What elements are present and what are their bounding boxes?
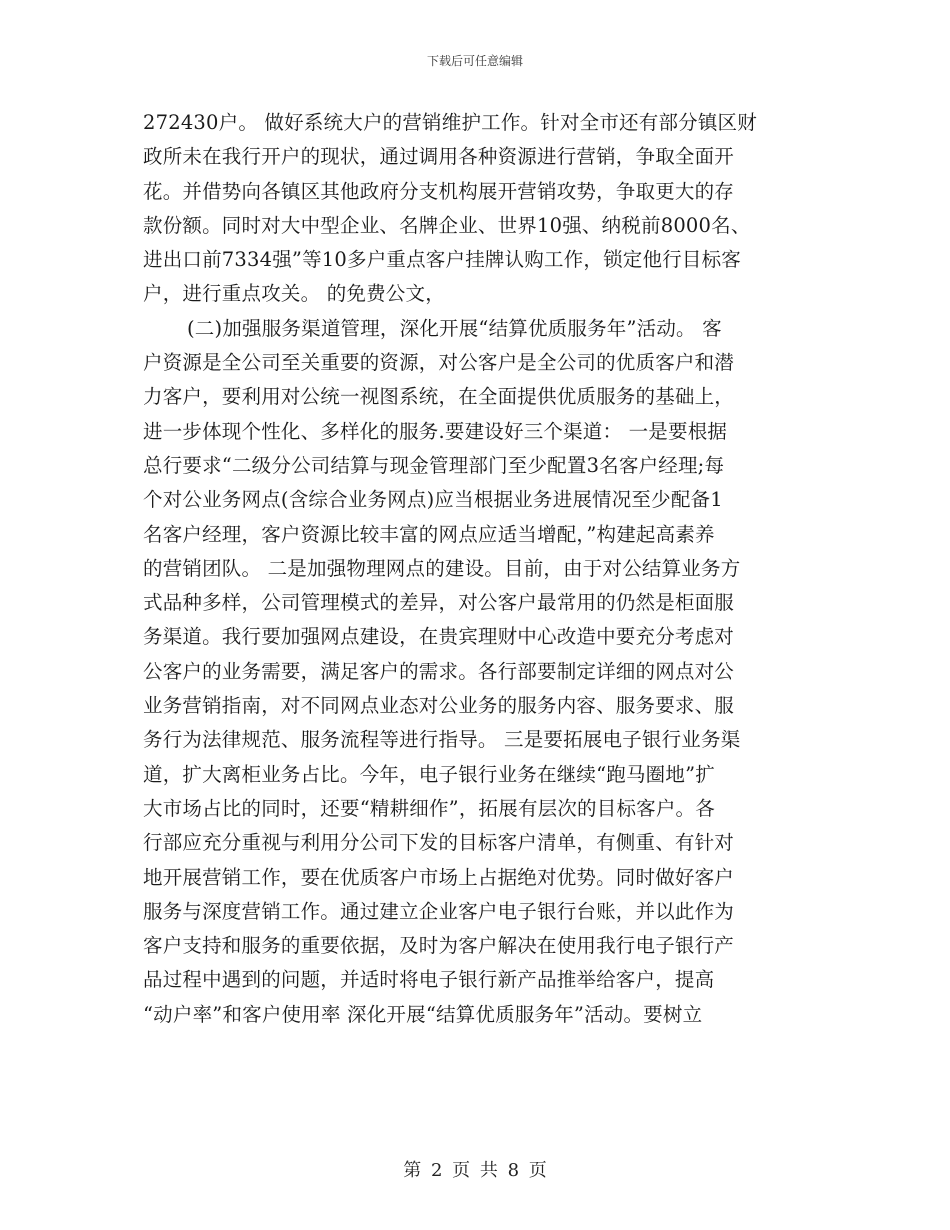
body-line: 地开展营销工作，要在优质客户市场上占据绝对优势。同时做好客户 (143, 865, 735, 889)
body-line: 个对公业务网点(含综合业务网点)应当根据业务进展情况至少配备1 (143, 488, 723, 512)
document-body (143, 106, 809, 1032)
body-line: 公客户的业务需要，满足客户的需求。各行部要制定详细的网点对公 (143, 659, 735, 683)
body-line: 式品种多样，公司管理模式的差异，对公客户最常用的仍然是柜面服 (143, 591, 735, 615)
body-line: 272430户。 做好系统大户的营销维护工作。针对全市还有部分镇区财 (143, 111, 757, 134)
body-line: 道，扩大离柜业务占比。今年，电子银行业务在继续“跑马圈地”扩 (143, 762, 715, 786)
body-line: 进一步体现个性化、多样化的服务.要建设好三个渠道： 一是要根据 (143, 419, 728, 443)
body-line: 力客户，要利用对公统一视图系统，在全面提供优质服务的基础上， (143, 385, 735, 409)
body-line: 户，进行重点攻关。 的免费公文， (143, 282, 445, 306)
body-line: 款份额。同时对大中型企业、名牌企业、世界10强、纳税前8000名、 (143, 213, 751, 237)
body-line: “动户率”和客户使用率 深化开展“结算优质服务年”活动。要树立 (143, 1002, 703, 1026)
body-line: 的营销团队。 二是加强物理网点的建设。目前，由于对公结算业务方 (143, 556, 741, 580)
body-line: 服务与深度营销工作。通过建立企业客户电子银行台账，并以此作为 (143, 899, 735, 923)
body-line: 客户支持和服务的重要依据，及时为客户解决在使用我行电子银行产 (143, 934, 735, 958)
body-line: 行部应充分重视与利用分公司下发的目标客户清单，有侧重、有针对 (143, 831, 735, 855)
body-line: 业务营销指南，对不同网点业态对公业务的服务内容、服务要求、服 (143, 694, 735, 718)
body-line: 大市场占比的同时，还要“精耕细作”，拓展有层次的目标客户。各 (143, 796, 715, 820)
body-line: 名客户经理，客户资源比较丰富的网点应适当增配，”构建起高素养 (143, 522, 715, 546)
header-note: 下载后可任意编辑 (426, 54, 523, 68)
body-line: 务行为法律规范、服务流程等进行指导。 三是要拓展电子银行业务渠 (143, 728, 741, 752)
body-line: 进出口前7334强”等10多户重点客户挂牌认购工作，锁定他行目标客 (143, 248, 742, 272)
body-line: 总行要求“二级分公司结算与现金管理部门至少配置3名客户经理;每 (143, 453, 725, 477)
page-number-footer: 第 2 页 共 8 页 (403, 1160, 547, 1181)
body-line: 政所未在我行开户的现状，通过调用各种资源进行营销，争取全面开 (143, 145, 735, 169)
body-line: 务渠道。我行要加强网点建设，在贵宾理财中心改造中要充分考虑对 (143, 625, 735, 649)
section-heading-line: (二)加强服务渠道管理，深化开展“结算优质服务年”活动。 客 (187, 316, 722, 340)
body-line: 花。并借势向各镇区其他政府分支机构展开营销攻势，争取更大的存 (143, 179, 735, 203)
body-line: 户资源是全公司至关重要的资源，对公客户是全公司的优质客户和潜 (143, 351, 735, 375)
body-line: 品过程中遇到的问题，并适时将电子银行新产品推举给客户，提高 (143, 968, 715, 992)
